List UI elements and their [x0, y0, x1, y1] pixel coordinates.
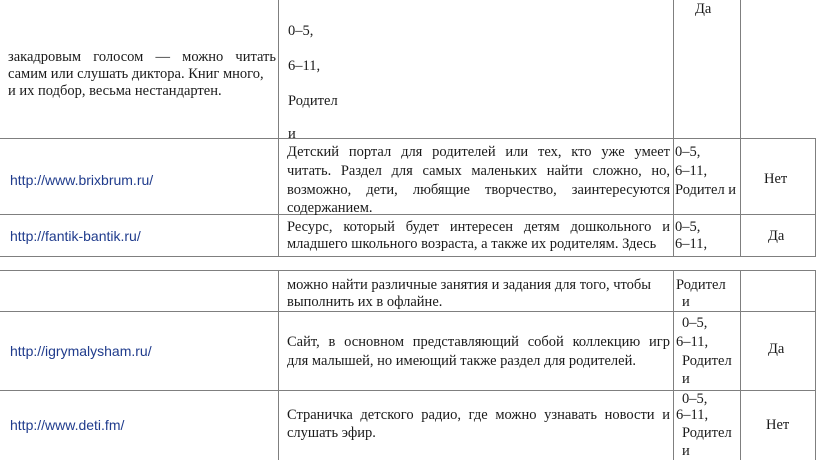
age-range: и	[682, 371, 690, 387]
description-line: возможно, дети, любящие творчество, заинтересуются	[287, 182, 670, 198]
site-link[interactable]: http://igrymalysham.ru/	[10, 343, 152, 359]
age-range: 0–5,	[682, 315, 708, 331]
age-range: Родител	[676, 277, 726, 293]
availability-value: Да	[768, 228, 785, 244]
age-range: 6–11,	[288, 58, 321, 74]
description-line: можно найти различные занятия и задания для того, чтобы	[287, 277, 652, 293]
age-range: 0–5,	[675, 219, 701, 235]
table-border	[740, 270, 741, 460]
age-range: и	[682, 294, 690, 310]
table-border	[0, 256, 816, 257]
description-line: и их подбор, весьма нестандартен.	[8, 83, 222, 99]
description-line: читать. Раздел для самых маленьких найти сложно, но,	[287, 163, 670, 179]
availability-value: Нет	[766, 417, 790, 433]
age-range: Родител и	[675, 182, 737, 198]
table-border	[0, 138, 816, 139]
description-line: закадровым голосом — можно читать	[8, 49, 276, 65]
age-range: и	[288, 126, 296, 142]
age-range: 6–11,	[675, 163, 708, 179]
description-line: Детский портал для родителей или тех, кто уже умеет	[287, 144, 670, 160]
availability-value: Нет	[764, 171, 788, 187]
age-range: 0–5,	[288, 23, 314, 39]
site-link[interactable]: http://www.brixbrum.ru/	[10, 172, 154, 188]
site-link[interactable]: http://www.deti.fm/	[10, 417, 125, 433]
age-range: 6–11,	[676, 407, 709, 423]
description-line: Ресурс, который будет интересен детям дошкольного и	[287, 219, 670, 235]
table-border	[278, 0, 279, 256]
age-range: и	[682, 443, 690, 459]
description-line: Сайт, в основном представляющий собой коллекцию игр	[287, 334, 670, 350]
age-range: 0–5,	[675, 144, 701, 160]
table-border	[278, 270, 279, 460]
description-line: младшего школьного возраста, а также их родителям. Здесь	[287, 236, 657, 252]
table-border	[740, 0, 741, 256]
availability-value: Да	[768, 341, 785, 357]
age-range: 6–11,	[676, 334, 709, 350]
description-line: Страничка детского радио, где можно узнавать новости и	[287, 407, 670, 423]
site-link[interactable]: http://fantik-bantik.ru/	[10, 228, 141, 244]
table-border	[673, 0, 674, 256]
description-line: слушать эфир.	[287, 425, 376, 441]
age-range: Родител	[682, 425, 732, 441]
table-border	[0, 270, 816, 271]
age-range: 6–11,	[675, 236, 708, 252]
table-border	[673, 270, 674, 460]
description-line: для малышей, но имеющий также раздел для родителей.	[287, 353, 636, 369]
age-range: 0–5,	[682, 391, 708, 407]
availability-value: Да	[695, 1, 712, 17]
description-line: выполнить их в офлайне.	[287, 294, 443, 310]
description-line: содержанием.	[287, 200, 373, 216]
age-range: Родител	[288, 93, 338, 109]
description-line: самим или слушать диктора. Книг много,	[8, 66, 264, 82]
age-range: Родител	[682, 353, 732, 369]
